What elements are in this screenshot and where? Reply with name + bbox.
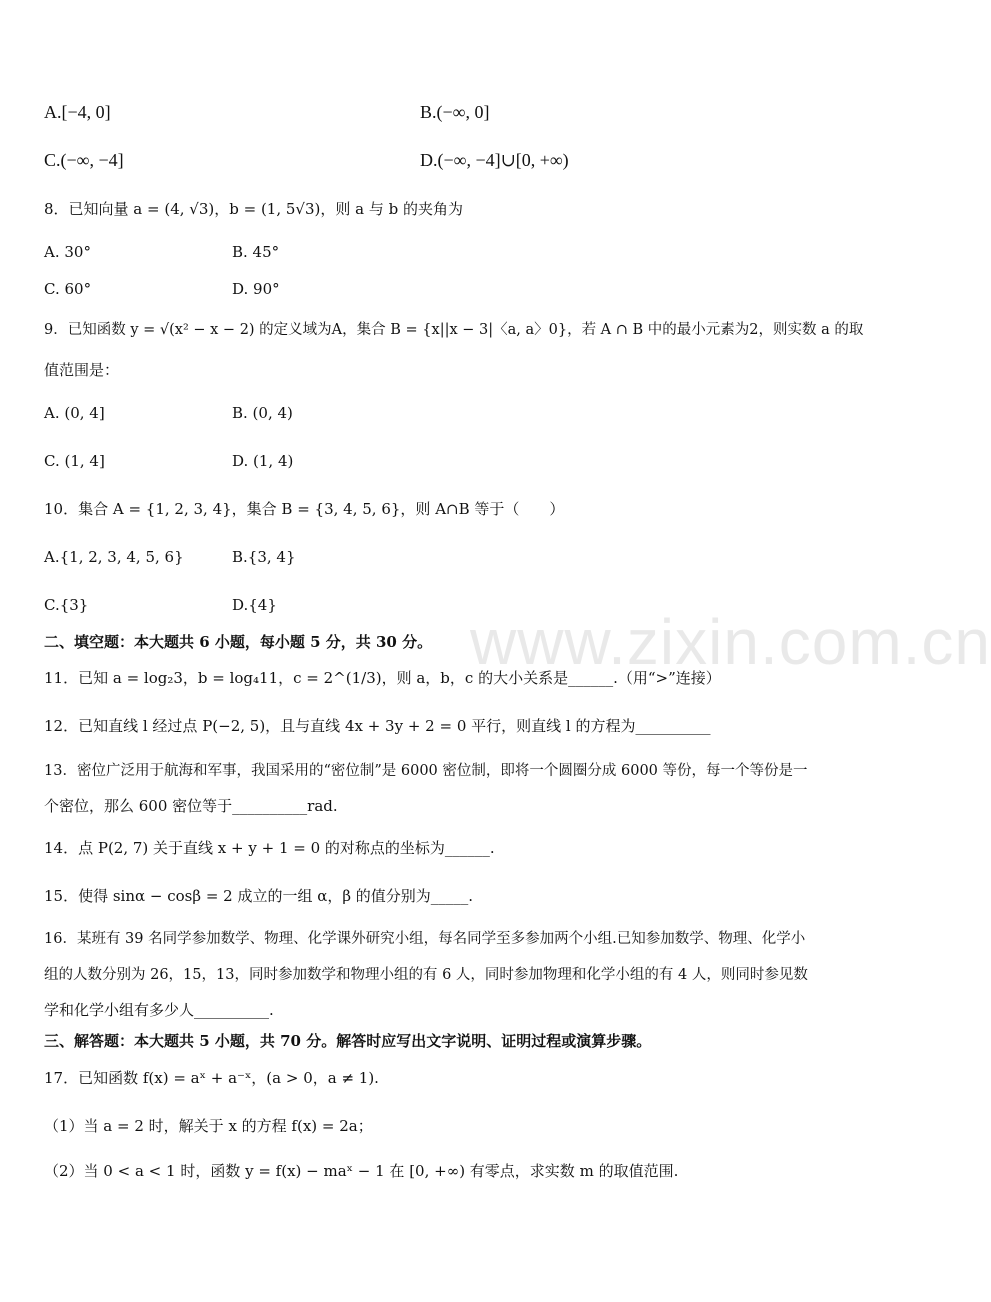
q16-line3: 学和化学小组有多少人__________. (44, 1001, 274, 1019)
q9-stem-line2: 值范围是： (44, 361, 120, 379)
q8-option-a: A. 30° (44, 243, 91, 261)
q10-option-d: D.{4} (232, 596, 277, 614)
watermark: www.zixin.com.cn (470, 606, 991, 678)
q10-stem: 10．集合 A = {1, 2, 3, 4}，集合 B = {3, 4, 5, 6}，则 A∩B 等于（ ） (44, 500, 565, 518)
q10-option-c: C.{3} (44, 596, 89, 614)
q17-stem: 17．已知函数 f(x) = aˣ + a⁻ˣ，(a > 0，a ≠ 1). (44, 1069, 379, 1087)
q15: 15．使得 sinα − cosβ = 2 成立的一组 α，β 的值分别为_____. (44, 887, 474, 905)
section-2-heading: 二、填空题：本大题共 6 小题，每小题 5 分，共 30 分。 (44, 633, 433, 651)
q16-line2: 组的人数分别为 26，15，13，同时参加数学和物理小组的有 6 人，同时参加物理和化学小组的有 4 人，则同时参见数 (44, 967, 808, 983)
q7-option-d: D.(−∞, −4]∪[0, +∞) (420, 150, 569, 170)
q14: 14．点 P(2, 7) 关于直线 x + y + 1 = 0 的对称点的坐标为______. (44, 839, 495, 857)
q7-option-c: C.(−∞, −4] (44, 150, 124, 170)
q7-option-b: B.(−∞, 0] (420, 102, 490, 122)
q9-option-a: A. (0, 4] (44, 404, 105, 422)
q9-stem-line1: 9．已知函数 y = √(x² − x − 2) 的定义域为A，集合 B = {x||x − 3|〈a, a〉0}，若 A ∩ B 中的最小元素为2，则实数 a 的取 (44, 322, 864, 338)
q8-stem: 8．已知向量 a = (4, √3)，b = (1, 5√3)，则 a 与 b 的夹角为 (44, 200, 463, 218)
q7-option-a: A.[−4, 0] (44, 102, 111, 122)
q11: 11．已知 a = log₂3，b = log₄11，c = 2^(1/3)，则 a，b，c 的大小关系是______.（用“>”连接） (44, 669, 721, 687)
q10-option-b: B.{3, 4} (232, 548, 296, 566)
q16-line1: 16．某班有 39 名同学参加数学、物理、化学课外研究小组，每名同学至多参加两个小组.已知参加数学、物理、化学小 (44, 931, 806, 947)
q13-line2: 个密位，那么 600 密位等于__________rad. (44, 797, 338, 815)
q8-option-d: D. 90° (232, 280, 280, 298)
section-3-heading: 三、解答题：本大题共 5 小题，共 70 分。解答时应写出文字说明、证明过程或演算步骤。 (44, 1032, 652, 1050)
q13-line1: 13．密位广泛用于航海和军事，我国采用的“密位制”是 6000 密位制，即将一个圆圈分成 6000 等份，每一个等份是一 (44, 763, 808, 779)
q10-option-a: A.{1, 2, 3, 4, 5, 6} (44, 548, 184, 566)
q9-option-b: B. (0, 4) (232, 404, 293, 422)
q12: 12．已知直线 l 经过点 P(−2, 5)，且与直线 4x + 3y + 2 = 0 平行，则直线 l 的方程为__________ (44, 717, 711, 735)
q9-option-d: D. (1, 4) (232, 452, 294, 470)
q8-option-c: C. 60° (44, 280, 92, 298)
q17-part1: （1）当 a = 2 时，解关于 x 的方程 f(x) = 2a； (44, 1117, 373, 1135)
q9-option-c: C. (1, 4] (44, 452, 105, 470)
q8-option-b: B. 45° (232, 243, 280, 261)
q17-part2: （2）当 0 < a < 1 时，函数 y = f(x) − maˣ − 1 在 [0, +∞) 有零点，求实数 m 的取值范围. (44, 1162, 679, 1180)
